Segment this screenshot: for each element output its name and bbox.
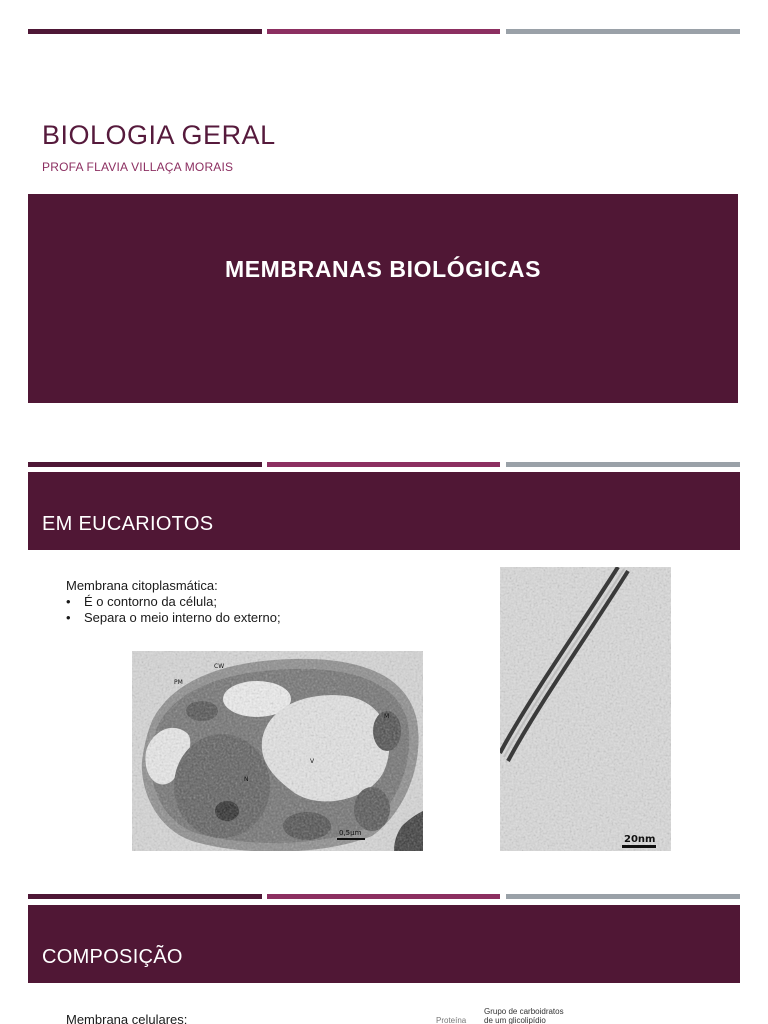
- section-heading: EM EUCARIOTOS: [42, 513, 214, 535]
- list-item: [66, 594, 281, 610]
- page-title: BIOLOGIA GERAL: [42, 120, 276, 150]
- figure-label-line: de um glicolipídio: [484, 1016, 546, 1024]
- scale-bar: [622, 845, 656, 848]
- membrane-micrograph: [500, 567, 671, 851]
- scale-label-micro2: 20nm: [624, 834, 656, 845]
- figure-label-line: Grupo de carboidratos: [484, 1007, 564, 1016]
- stripe-magenta: [267, 894, 500, 899]
- stripe-magenta: [267, 462, 500, 467]
- list-item: [66, 610, 281, 626]
- section-heading: COMPOSIÇÃO: [42, 946, 183, 968]
- bullet-text: É o contorno da célula;: [84, 594, 217, 609]
- stripe-gray: [506, 462, 740, 467]
- stripe-plum: [28, 462, 262, 467]
- bullet-icon: •: [66, 610, 71, 625]
- figure-side-label: Proteína: [436, 1016, 467, 1024]
- micro-label-pm: PM: [174, 679, 183, 686]
- micro-label-v: V: [310, 758, 315, 765]
- section-header-eucariotos: [28, 472, 740, 550]
- top-stripes-1: [28, 29, 740, 34]
- stripe-plum: [28, 894, 262, 899]
- figure-label: [484, 1007, 564, 1024]
- stripe-gray: [506, 894, 740, 899]
- intro-text: Membrana citoplasmática:: [66, 578, 218, 593]
- micro-label-cw: CW: [214, 663, 225, 670]
- stripe-magenta: [267, 29, 500, 34]
- bullet-icon: •: [66, 594, 71, 609]
- title-banner: [28, 194, 738, 403]
- micro-label-m: M: [384, 713, 390, 720]
- scale-bar: [337, 838, 365, 840]
- banner-text: MEMBRANAS BIOLÓGICAS: [224, 256, 542, 282]
- stripe-gray: [506, 29, 740, 34]
- stripe-plum: [28, 29, 262, 34]
- top-stripes-3: [28, 894, 740, 899]
- micro-label-n: N: [244, 776, 249, 783]
- page-subtitle: PROFA FLAVIA VILLAÇA MORAIS: [42, 160, 234, 174]
- bullet-list: [66, 594, 281, 626]
- bullet-text: Separa o meio interno do externo;: [84, 610, 281, 625]
- top-stripes-2: [28, 462, 740, 467]
- scale-label-micro1: 0,5μm: [339, 829, 362, 837]
- intro-text: Membrana celulares:: [66, 1012, 188, 1024]
- cell-micrograph: [132, 651, 423, 851]
- section-header-composicao: [28, 905, 740, 983]
